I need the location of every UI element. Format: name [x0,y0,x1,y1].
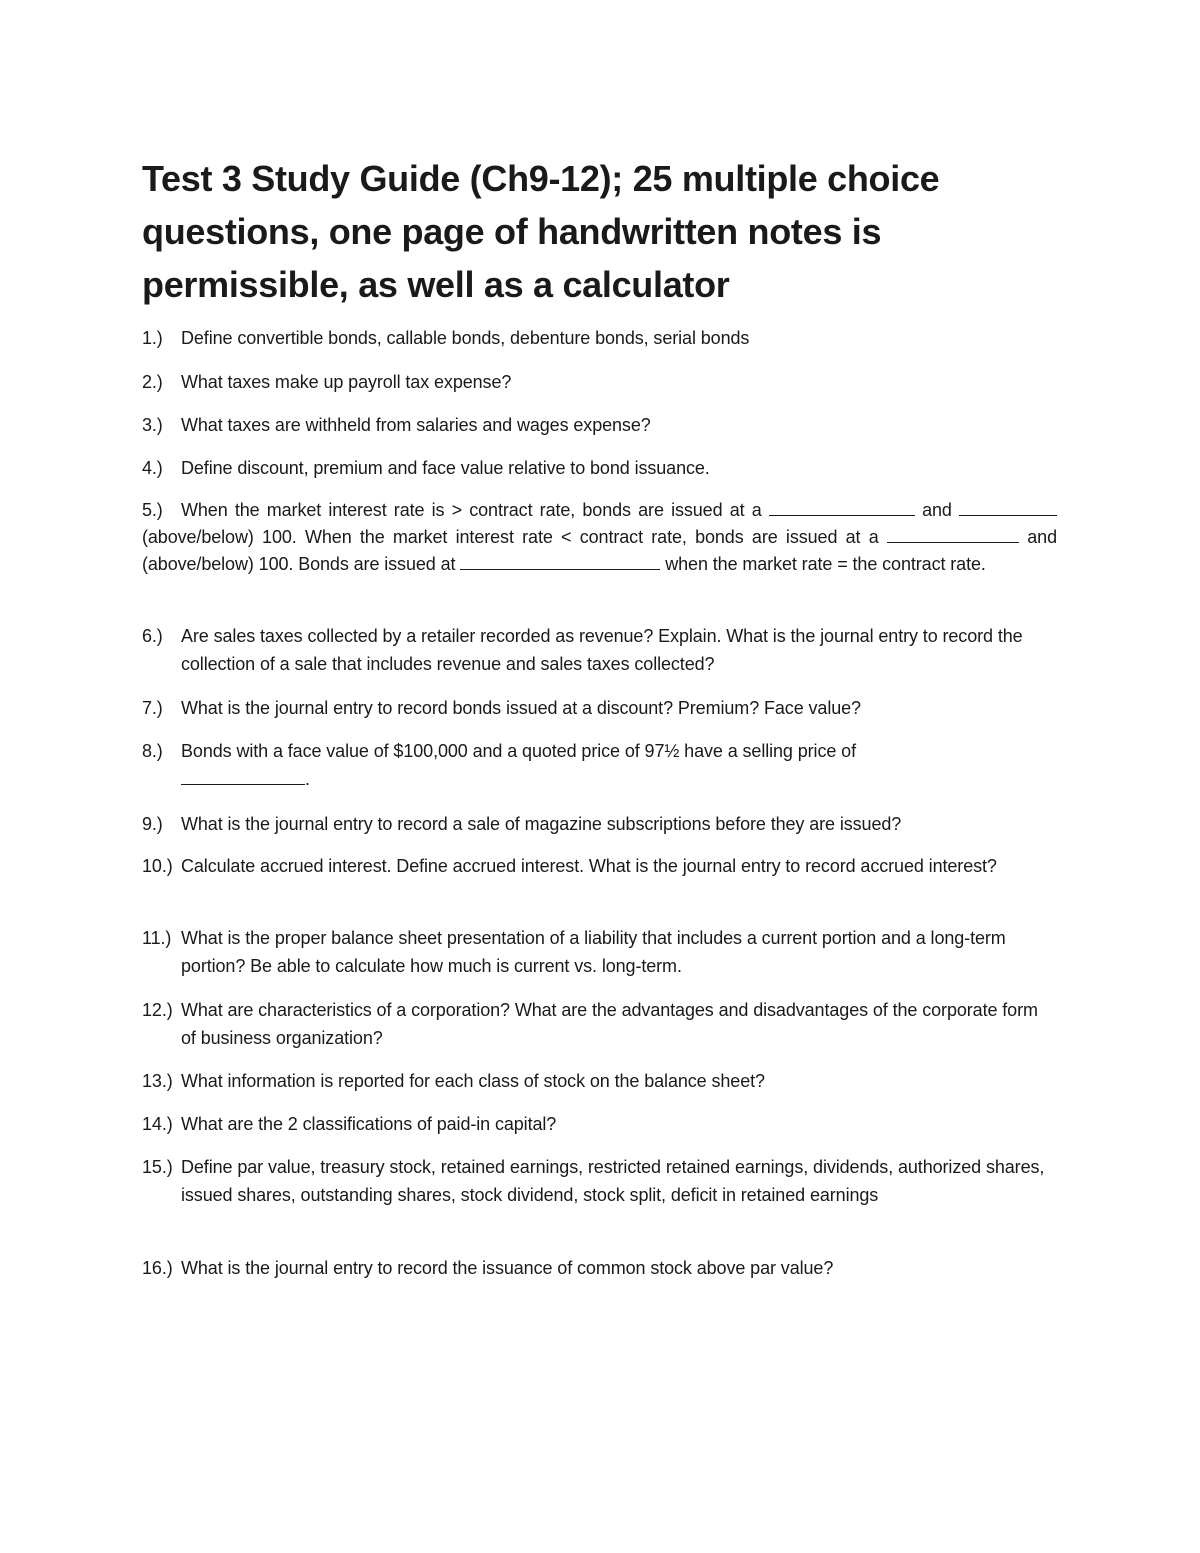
item-number: 5.) [142,500,163,520]
item-text: What are characteristics of a corporation? What are the advantages and disadvantages of the corporate form of business organization? [181,1000,1038,1048]
item-text: What is the journal entry to record a sale of magazine subscriptions before they are issued? [181,814,902,834]
list-item [142,694,1057,722]
list-item [142,810,1057,838]
item-text-part: (above/below) 100. When the market interest rate < contract rate, bonds are issued at a [142,527,879,547]
item-text-part: When the market interest rate is > contract rate, bonds are issued at a [181,500,762,520]
item-number: 13.) [142,1071,173,1091]
item-text-part: and (above/below) 100. Bonds are issued at [142,527,1057,574]
item-number: 7.) [142,698,163,718]
item-number: 10.) [142,856,173,876]
item-number: 8.) [142,741,163,761]
item-number: 3.) [142,415,163,435]
item-number: 6.) [142,626,163,646]
list-item [142,1153,1057,1209]
item-text: What information is reported for each class of stock on the balance sheet? [181,1071,765,1091]
item-text: What are the 2 classifications of paid-in capital? [181,1114,557,1134]
page-title: Test 3 Study Guide (Ch9-12); 25 multiple choice questions, one page of handwritten notes is permissible, as well as a calculator [142,158,940,305]
item-text: What taxes are withheld from salaries and wages expense? [181,415,651,435]
item-number: 2.) [142,372,163,392]
list-item [142,737,1057,793]
item-text: What is the proper balance sheet presentation of a liability that includes a current portion and a long-term portion? Be able to calculate how much is current vs. long-term. [181,928,1006,976]
list-item [142,497,1057,578]
item-number: 9.) [142,814,163,834]
item-text-part: Bonds with a face value of $100,000 and a quoted price of 97½ have a selling price of [181,741,856,761]
item-number: 12.) [142,1000,173,1020]
item-text: Define discount, premium and face value relative to bond issuance. [181,458,710,478]
item-text: What is the journal entry to record bonds issued at a discount? Premium? Face value? [181,698,861,718]
item-text [181,737,1057,793]
item-text: Define convertible bonds, callable bonds, debenture bonds, serial bonds [181,328,750,348]
list-item [142,924,1057,980]
item-number: 1.) [142,328,163,348]
list-item [142,1254,1057,1282]
answer-blank [181,766,305,785]
item-text: Calculate accrued interest. Define accrued interest. What is the journal entry to record accrued interest? [181,856,997,876]
list-item [142,622,1057,678]
list-item [142,368,1057,396]
item-text [142,497,1057,578]
answer-blank [959,497,1057,516]
list-item [142,852,1057,880]
item-text: What taxes make up payroll tax expense? [181,372,512,392]
item-text-end: . [305,769,310,789]
answer-blank [887,524,1019,543]
item-number: 16.) [142,1258,173,1278]
answer-blank [769,497,915,516]
item-text: Are sales taxes collected by a retailer recorded as revenue? Explain. What is the journal entry to record the collection of a sale that includes revenue and sales taxes collected? [181,626,1023,674]
item-number: 11.) [142,928,172,948]
item-text: Define par value, treasury stock, retained earnings, restricted retained earnings, dividends, authorized shares, issued shares, outstanding shares, stock dividend, stock split, deficit in retained earnings [181,1157,1045,1205]
item-text-part: when the market rate = the contract rate. [665,554,986,574]
item-text: What is the journal entry to record the issuance of common stock above par value? [181,1258,834,1278]
item-number: 4.) [142,458,163,478]
item-number: 15.) [142,1157,173,1177]
list-item [142,1067,1057,1095]
list-item [142,1110,1057,1138]
answer-blank [460,551,660,570]
list-item [142,324,1057,352]
list-item [142,454,1057,482]
item-number: 14.) [142,1114,173,1134]
list-item [142,996,1057,1052]
item-text-part: and [922,500,952,520]
list-item [142,411,1057,439]
